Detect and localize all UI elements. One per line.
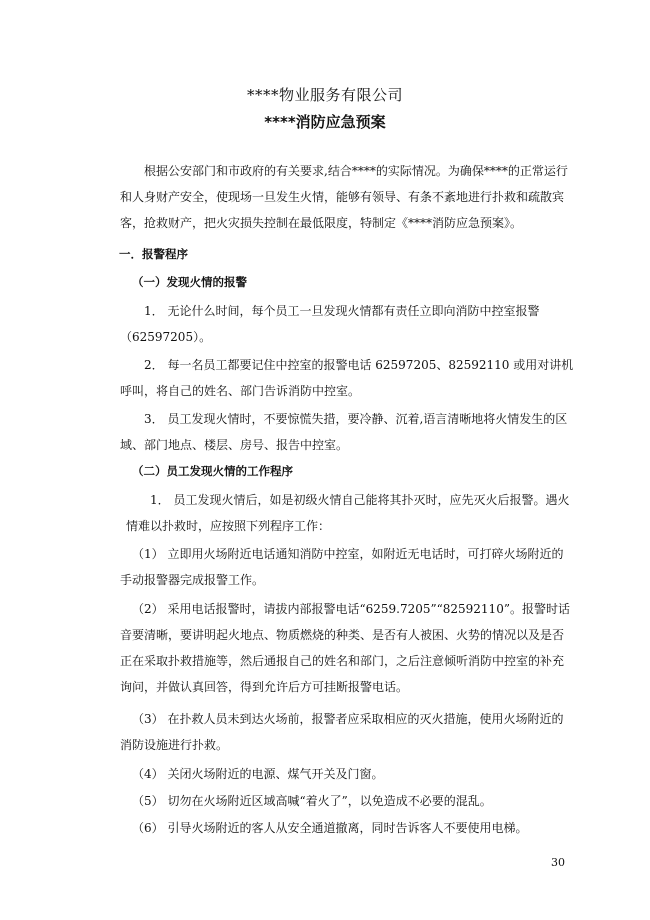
list-item: （5） 切勿在火场附近区域高喊“着火了”，以免造成不必要的混乱。 bbox=[132, 794, 492, 808]
list-item: 1． 员工发现火情后，如是初级火情自己能将其扑灭时，应先灭火后报警。遇火情难以扑救时，应按照下列程序工作： bbox=[126, 493, 570, 533]
list-item: （6） 引导火场附近的客人从安全通道撤离，同时告诉客人不要使用电梯。 bbox=[132, 821, 528, 835]
intro-paragraph: 根据公安部门和市政府的有关要求,结合****的实际情况。为确保****的正常运行和人身财产安全，使现场一旦发生火情，能够有领导、有条不紊地进行扑救和疏散宾客，抢救财产，把火灾损失控制在最低限度，特制定《****消防应急预案》。 bbox=[120, 164, 568, 230]
list-item: 3． 员工发现火情时，不要惊慌失措，要冷静、沉着,语言清晰地将火情发生的区域、部门地点、楼层、房号、报告中控室。 bbox=[120, 412, 568, 452]
page-number: 30 bbox=[551, 856, 565, 869]
list-item: （3） 在扑救人员未到达火场前，报警者应采取相应的灭火措施，使用火场附近的消防设施进行扑救。 bbox=[120, 712, 564, 752]
list-item: （4） 关闭火场附近的电源、煤气开关及门窗。 bbox=[132, 767, 384, 781]
subsection-heading-fire-report: （一）发现火情的报警 bbox=[132, 275, 247, 289]
section-heading-alarm-procedure: 一．报警程序 bbox=[119, 247, 188, 261]
list-item: 1． 无论什么时间，每个员工一旦发现火情都有责任立即向消防中控室报警（62597205）。 bbox=[120, 304, 540, 344]
company-title: ****物业服务有限公司 bbox=[246, 86, 403, 104]
list-item: （2） 采用电话报警时，请拔内部报警电话“6259.7205”“82592110”。报警时话音要清晰，要讲明起火地点、物质燃烧的种类、是否有人被困、火势的情况以及是否正在采取扑救措施等，然后通报自己的姓名和部门，之后注意倾听消防中控室的补充询问，并做认真回答，得到允许后方可挂断报警电话。 bbox=[120, 602, 570, 694]
subsection-heading-work-procedure: （二）员工发现火情的工作程序 bbox=[132, 464, 293, 478]
document-title: ****消防应急预案 bbox=[264, 113, 386, 131]
list-item: （1） 立即用火场附近电话通知消防中控室，如附近无电话时，可打碎火场附近的手动报警器完成报警工作。 bbox=[120, 547, 564, 587]
list-item: 2． 每一名员工都要记住中控室的报警电话 62597205、82592110 或用对讲机呼叫，将自己的姓名、部门告诉消防中控室。 bbox=[120, 358, 574, 398]
